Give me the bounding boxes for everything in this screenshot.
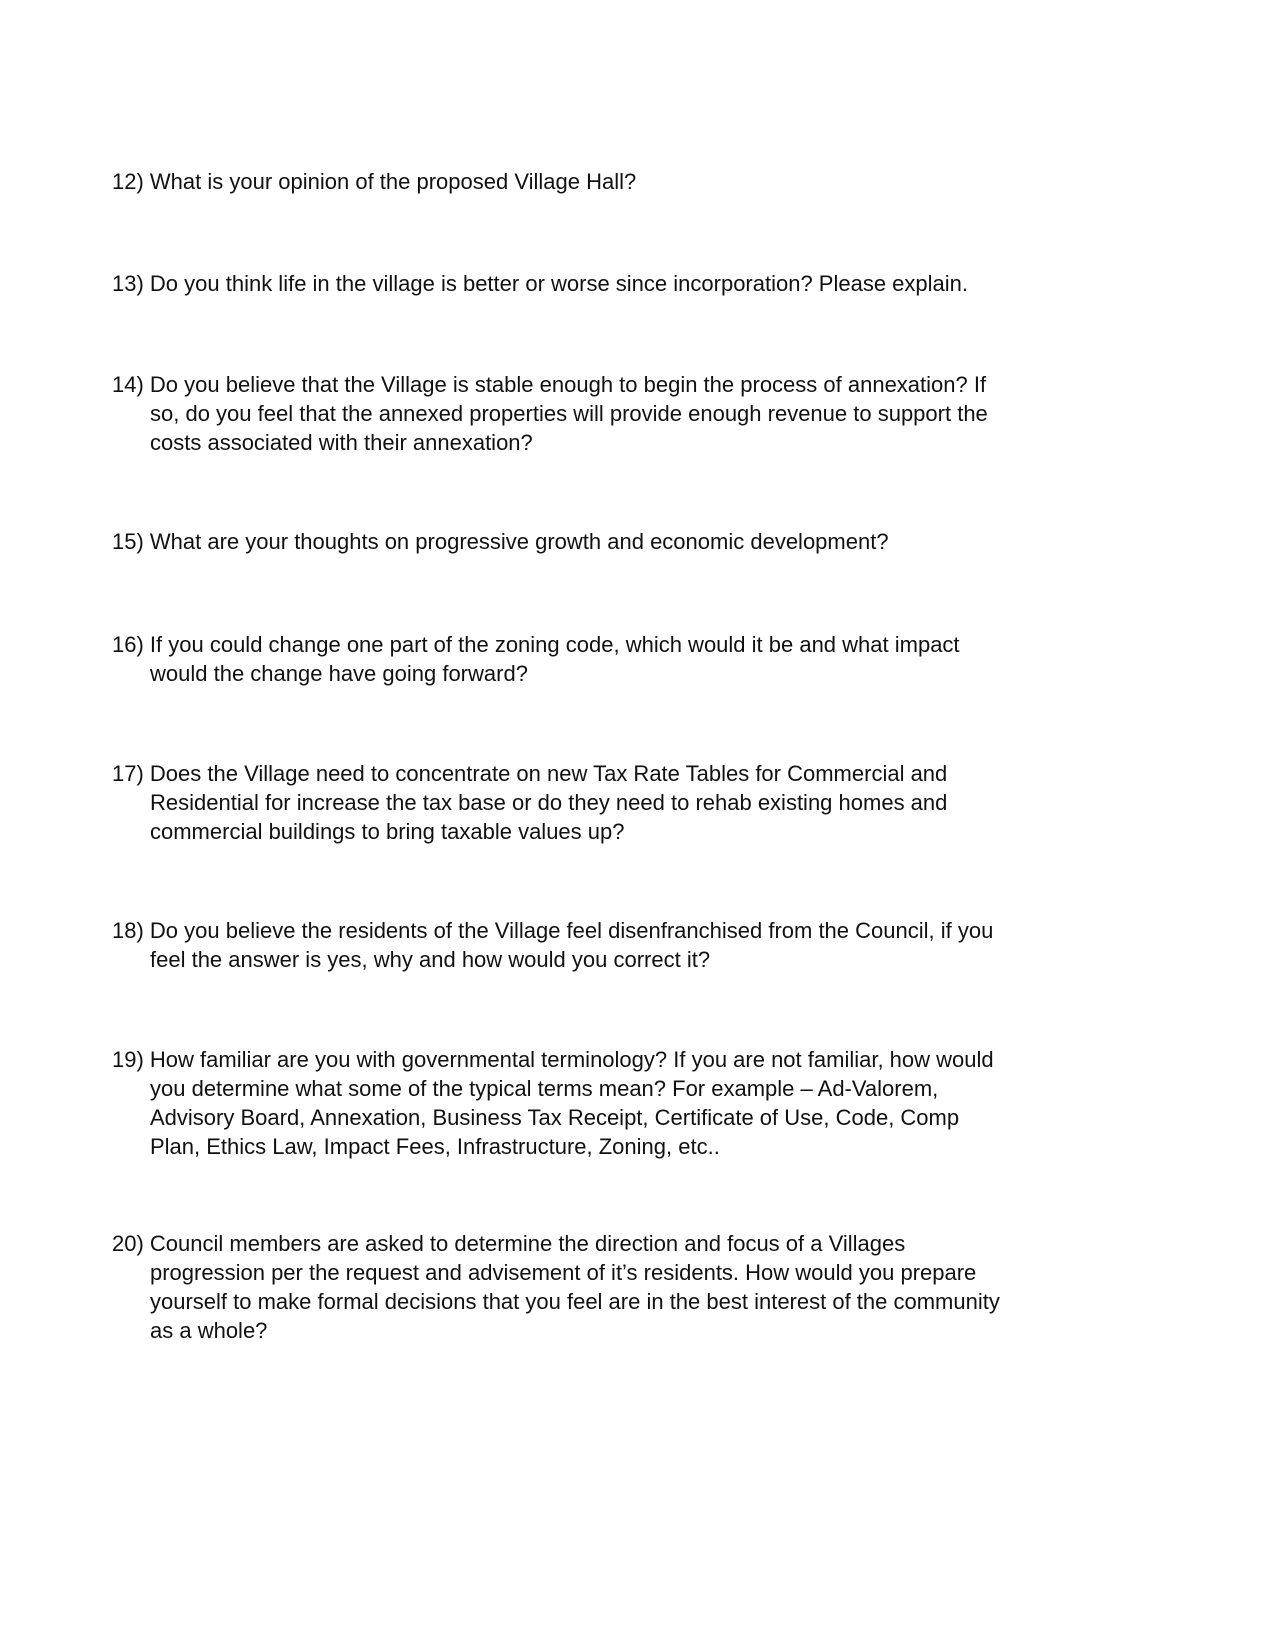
question-line: 15) What are your thoughts on progressive growth and economic development? xyxy=(112,529,889,554)
question-line: 12) What is your opinion of the proposed Village Hall? xyxy=(112,169,637,194)
question-line: 19) How familiar are you with governmental terminology? If you are not familiar, how would xyxy=(112,1047,994,1072)
question-line: yourself to make formal decisions that you feel are in the best interest of the community xyxy=(150,1289,1000,1314)
question-18 xyxy=(112,916,1122,974)
question-line: would the change have going forward? xyxy=(150,661,528,686)
question-line: 13) Do you think life in the village is better or worse since incorporation? Please explain. xyxy=(112,271,969,296)
question-15 xyxy=(112,527,1122,556)
question-line: commercial buildings to bring taxable values up? xyxy=(150,819,625,844)
question-line: 17) Does the Village need to concentrate on new Tax Rate Tables for Commercial and xyxy=(112,761,948,786)
question-line: so, do you feel that the annexed properties will provide enough revenue to support the xyxy=(150,401,988,426)
question-line: as a whole? xyxy=(150,1318,268,1343)
question-17 xyxy=(112,759,1122,846)
question-line: you determine what some of the typical terms mean? For example – Ad-Valorem, xyxy=(150,1076,939,1101)
question-line: Residential for increase the tax base or do they need to rehab existing homes and xyxy=(150,790,948,815)
question-line: 18) Do you believe the residents of the Village feel disenfranchised from the Council, if you xyxy=(112,918,994,943)
question-20 xyxy=(112,1229,1122,1345)
question-line: Advisory Board, Annexation, Business Tax Receipt, Certificate of Use, Code, Comp xyxy=(150,1105,960,1130)
question-line: Plan, Ethics Law, Impact Fees, Infrastructure, Zoning, etc.. xyxy=(150,1134,720,1159)
question-line: 14) Do you believe that the Village is stable enough to begin the process of annexation? If xyxy=(112,372,987,397)
question-line: feel the answer is yes, why and how would you correct it? xyxy=(150,947,711,972)
question-line: 16) If you could change one part of the zoning code, which would it be and what impact xyxy=(112,632,960,657)
question-line: costs associated with their annexation? xyxy=(150,430,533,455)
question-12 xyxy=(112,167,1122,196)
question-19 xyxy=(112,1045,1122,1161)
question-14 xyxy=(112,370,1122,457)
question-16 xyxy=(112,630,1122,688)
question-line: 20) Council members are asked to determine the direction and focus of a Villages xyxy=(112,1231,906,1256)
question-13 xyxy=(112,269,1122,298)
question-line: progression per the request and advisement of it’s residents. How would you prepare xyxy=(150,1260,977,1285)
